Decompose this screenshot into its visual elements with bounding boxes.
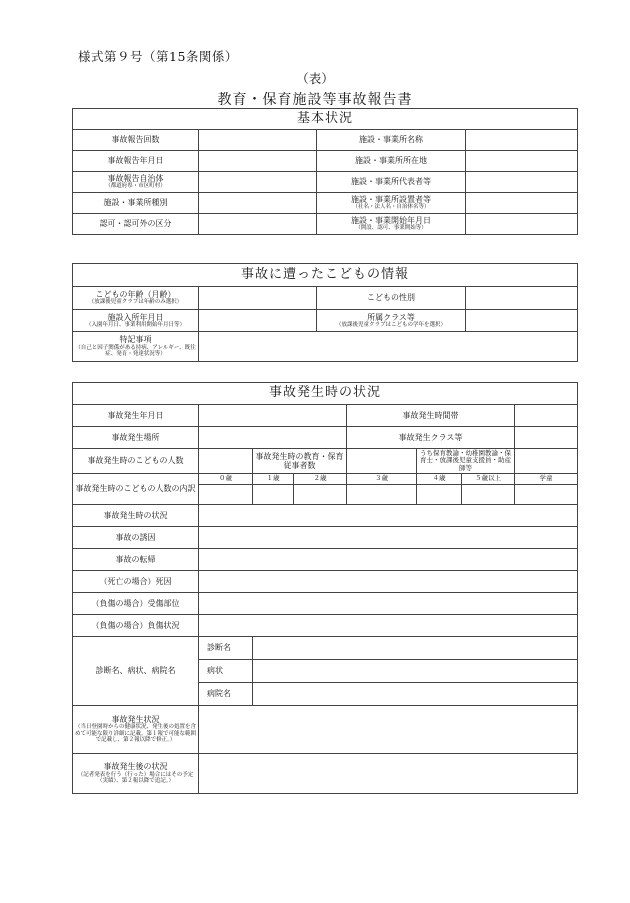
age-0-header: ０歳 <box>199 474 253 485</box>
after-note: （記者発表を行う（行った）場合にはその予定（実績）、第２報以降で追記。） <box>77 771 194 785</box>
form-number: 様式第９号（第15条関係） <box>78 49 238 64</box>
injury-state-field[interactable] <box>199 615 578 637</box>
gender-field[interactable] <box>466 287 578 310</box>
age-5-field[interactable] <box>462 485 515 505</box>
child-count-field[interactable] <box>199 449 253 474</box>
after-field[interactable] <box>199 754 578 794</box>
authority-label <box>73 172 199 193</box>
founder-label <box>317 193 466 214</box>
report-date-field[interactable] <box>199 151 317 172</box>
gender-label: こどもの性別 <box>317 287 466 310</box>
age-4-field[interactable] <box>417 485 462 505</box>
detail-text: 事故発生状況 <box>111 715 160 725</box>
incident-date-field[interactable] <box>199 405 347 427</box>
death-cause-field[interactable] <box>199 571 578 593</box>
age-1-header: １歳 <box>253 474 294 485</box>
detail-field[interactable] <box>199 706 578 754</box>
facility-name-field[interactable] <box>466 130 578 151</box>
situation-label: 事故発生時の状況 <box>73 505 199 527</box>
age-2-header: ２歳 <box>294 474 347 485</box>
age-4-header: ４歳 <box>417 474 462 485</box>
after-label <box>73 754 199 794</box>
license-field[interactable] <box>199 214 317 235</box>
form-side: （表） <box>296 71 334 86</box>
diag-name-field[interactable] <box>253 637 578 660</box>
incident-time-field[interactable] <box>515 405 578 427</box>
age-3-field[interactable] <box>347 485 417 505</box>
incident-heading: 事故発生時の状況 <box>73 383 578 405</box>
age-3-header: ３歳 <box>347 474 417 485</box>
authority-note: （都道府県・市区町村） <box>105 183 166 190</box>
incident-place-label: 事故発生場所 <box>73 427 199 449</box>
remarks-text: 特記事項 <box>119 335 152 345</box>
founder-field[interactable] <box>466 193 578 214</box>
incident-date-label: 事故発生年月日 <box>73 405 199 427</box>
cause-label: 事故の誘因 <box>73 527 199 549</box>
injury-part-label: （負傷の場合）受傷部位 <box>73 593 199 615</box>
situation-field[interactable] <box>199 505 578 527</box>
entry-date-field[interactable] <box>199 310 317 332</box>
facility-name-label: 施設・事業所名称 <box>317 130 466 151</box>
authority-text: 事故報告自治体 <box>107 174 164 184</box>
incident-class-field[interactable] <box>515 427 578 449</box>
start-date-label <box>317 214 466 235</box>
remarks-field[interactable] <box>199 332 578 362</box>
diag-name-label: 診断名 <box>199 637 253 660</box>
start-date-field[interactable] <box>466 214 578 235</box>
symptom-field[interactable] <box>253 660 578 683</box>
founder-note: （社名・法人名・自治体名等） <box>352 204 430 211</box>
age-label <box>73 287 199 310</box>
outcome-label: 事故の転帰 <box>73 549 199 571</box>
report-date-label: 事故報告年月日 <box>73 151 199 172</box>
start-date-note: （開設、認可、事業開始等） <box>355 225 427 232</box>
staff-qualified-field[interactable] <box>515 449 578 474</box>
remarks-note: （自己と因子関係がある持病、アレルギー、既往症、発育・発達状況等） <box>75 344 196 358</box>
class-text: 所属クラス等 <box>367 312 415 322</box>
authority-field[interactable] <box>199 172 317 193</box>
report-count-field[interactable] <box>199 130 317 151</box>
staff-count-label: 事故発生時の教育・保育従事者数 <box>253 449 347 474</box>
incident-class-label: 事故発生クラス等 <box>347 427 515 449</box>
injury-part-field[interactable] <box>199 593 578 615</box>
basic-status-table <box>72 108 578 235</box>
license-label: 認可・認可外の区分 <box>73 214 199 235</box>
detail-note: （当日登園時からの健康状況、発生後の処置を含めて可能な限り詳細に記載。第１報で可能な範囲で記載し、第２報以降で修正。） <box>75 724 197 744</box>
hospital-field[interactable] <box>253 683 578 706</box>
entry-date-note: （入園年月日、事業利用開始年月日等） <box>85 321 185 328</box>
detail-label <box>73 706 199 754</box>
injury-state-label: （負傷の場合）負傷状況 <box>73 615 199 637</box>
facility-type-label: 施設・事業所種別 <box>73 193 199 214</box>
facility-address-label: 施設・事業所所在地 <box>317 151 466 172</box>
report-count-label: 事故報告回数 <box>73 130 199 151</box>
age-school-field[interactable] <box>515 485 578 505</box>
age-2-field[interactable] <box>294 485 347 505</box>
cause-field[interactable] <box>199 527 578 549</box>
incident-place-field[interactable] <box>199 427 347 449</box>
diagnosis-label: 診断名、病状、病院名 <box>73 637 199 706</box>
incident-table <box>72 382 578 794</box>
age-school-header: 学童 <box>515 474 578 485</box>
staff-qualified-label: うち保育教諭・幼稚園教諭・保育士・放課後児童支援員・助産師等 <box>417 449 515 474</box>
age-text: こどもの年齢（月齢） <box>95 290 176 300</box>
class-field[interactable] <box>466 310 578 332</box>
document-title: 教育・保育施設等事故報告書 <box>217 92 413 108</box>
hospital-label: 病院名 <box>199 683 253 706</box>
founder-text: 施設・事業所設置者等 <box>351 195 431 205</box>
symptom-label: 病状 <box>199 660 253 683</box>
entry-date-label <box>73 310 199 332</box>
child-info-heading: 事故に遭ったこどもの情報 <box>73 264 578 287</box>
representative-label: 施設・事業所代表者等 <box>317 172 466 193</box>
death-cause-label: （死亡の場合）死因 <box>73 571 199 593</box>
incident-time-label: 事故発生時間帯 <box>347 405 515 427</box>
outcome-field[interactable] <box>199 549 578 571</box>
after-text: 事故発生後の状況 <box>103 762 168 772</box>
child-info-table <box>72 263 578 362</box>
staff-count-field[interactable] <box>347 449 417 474</box>
facility-address-field[interactable] <box>466 151 578 172</box>
breakdown-label: 事故発生時のこどもの人数の内訳 <box>73 474 199 505</box>
representative-field[interactable] <box>466 172 578 193</box>
child-count-label: 事故発生時のこどもの人数 <box>73 449 199 474</box>
class-note: （放課後児童クラブはこどもの学年を選択） <box>335 321 446 328</box>
start-date-text: 施設・事業開始年月日 <box>351 216 431 226</box>
entry-date-text: 施設入所年月日 <box>107 312 164 322</box>
facility-type-field[interactable] <box>199 193 317 214</box>
age-note: （放課後児童クラブは年齢のみ選択） <box>88 299 183 306</box>
class-label <box>317 310 466 332</box>
age-5-header: ５歳以上 <box>462 474 515 485</box>
age-0-field[interactable] <box>199 485 253 505</box>
remarks-label <box>73 332 199 362</box>
basic-status-heading: 基本状況 <box>73 109 578 130</box>
age-1-field[interactable] <box>253 485 294 505</box>
age-field[interactable] <box>199 287 317 310</box>
